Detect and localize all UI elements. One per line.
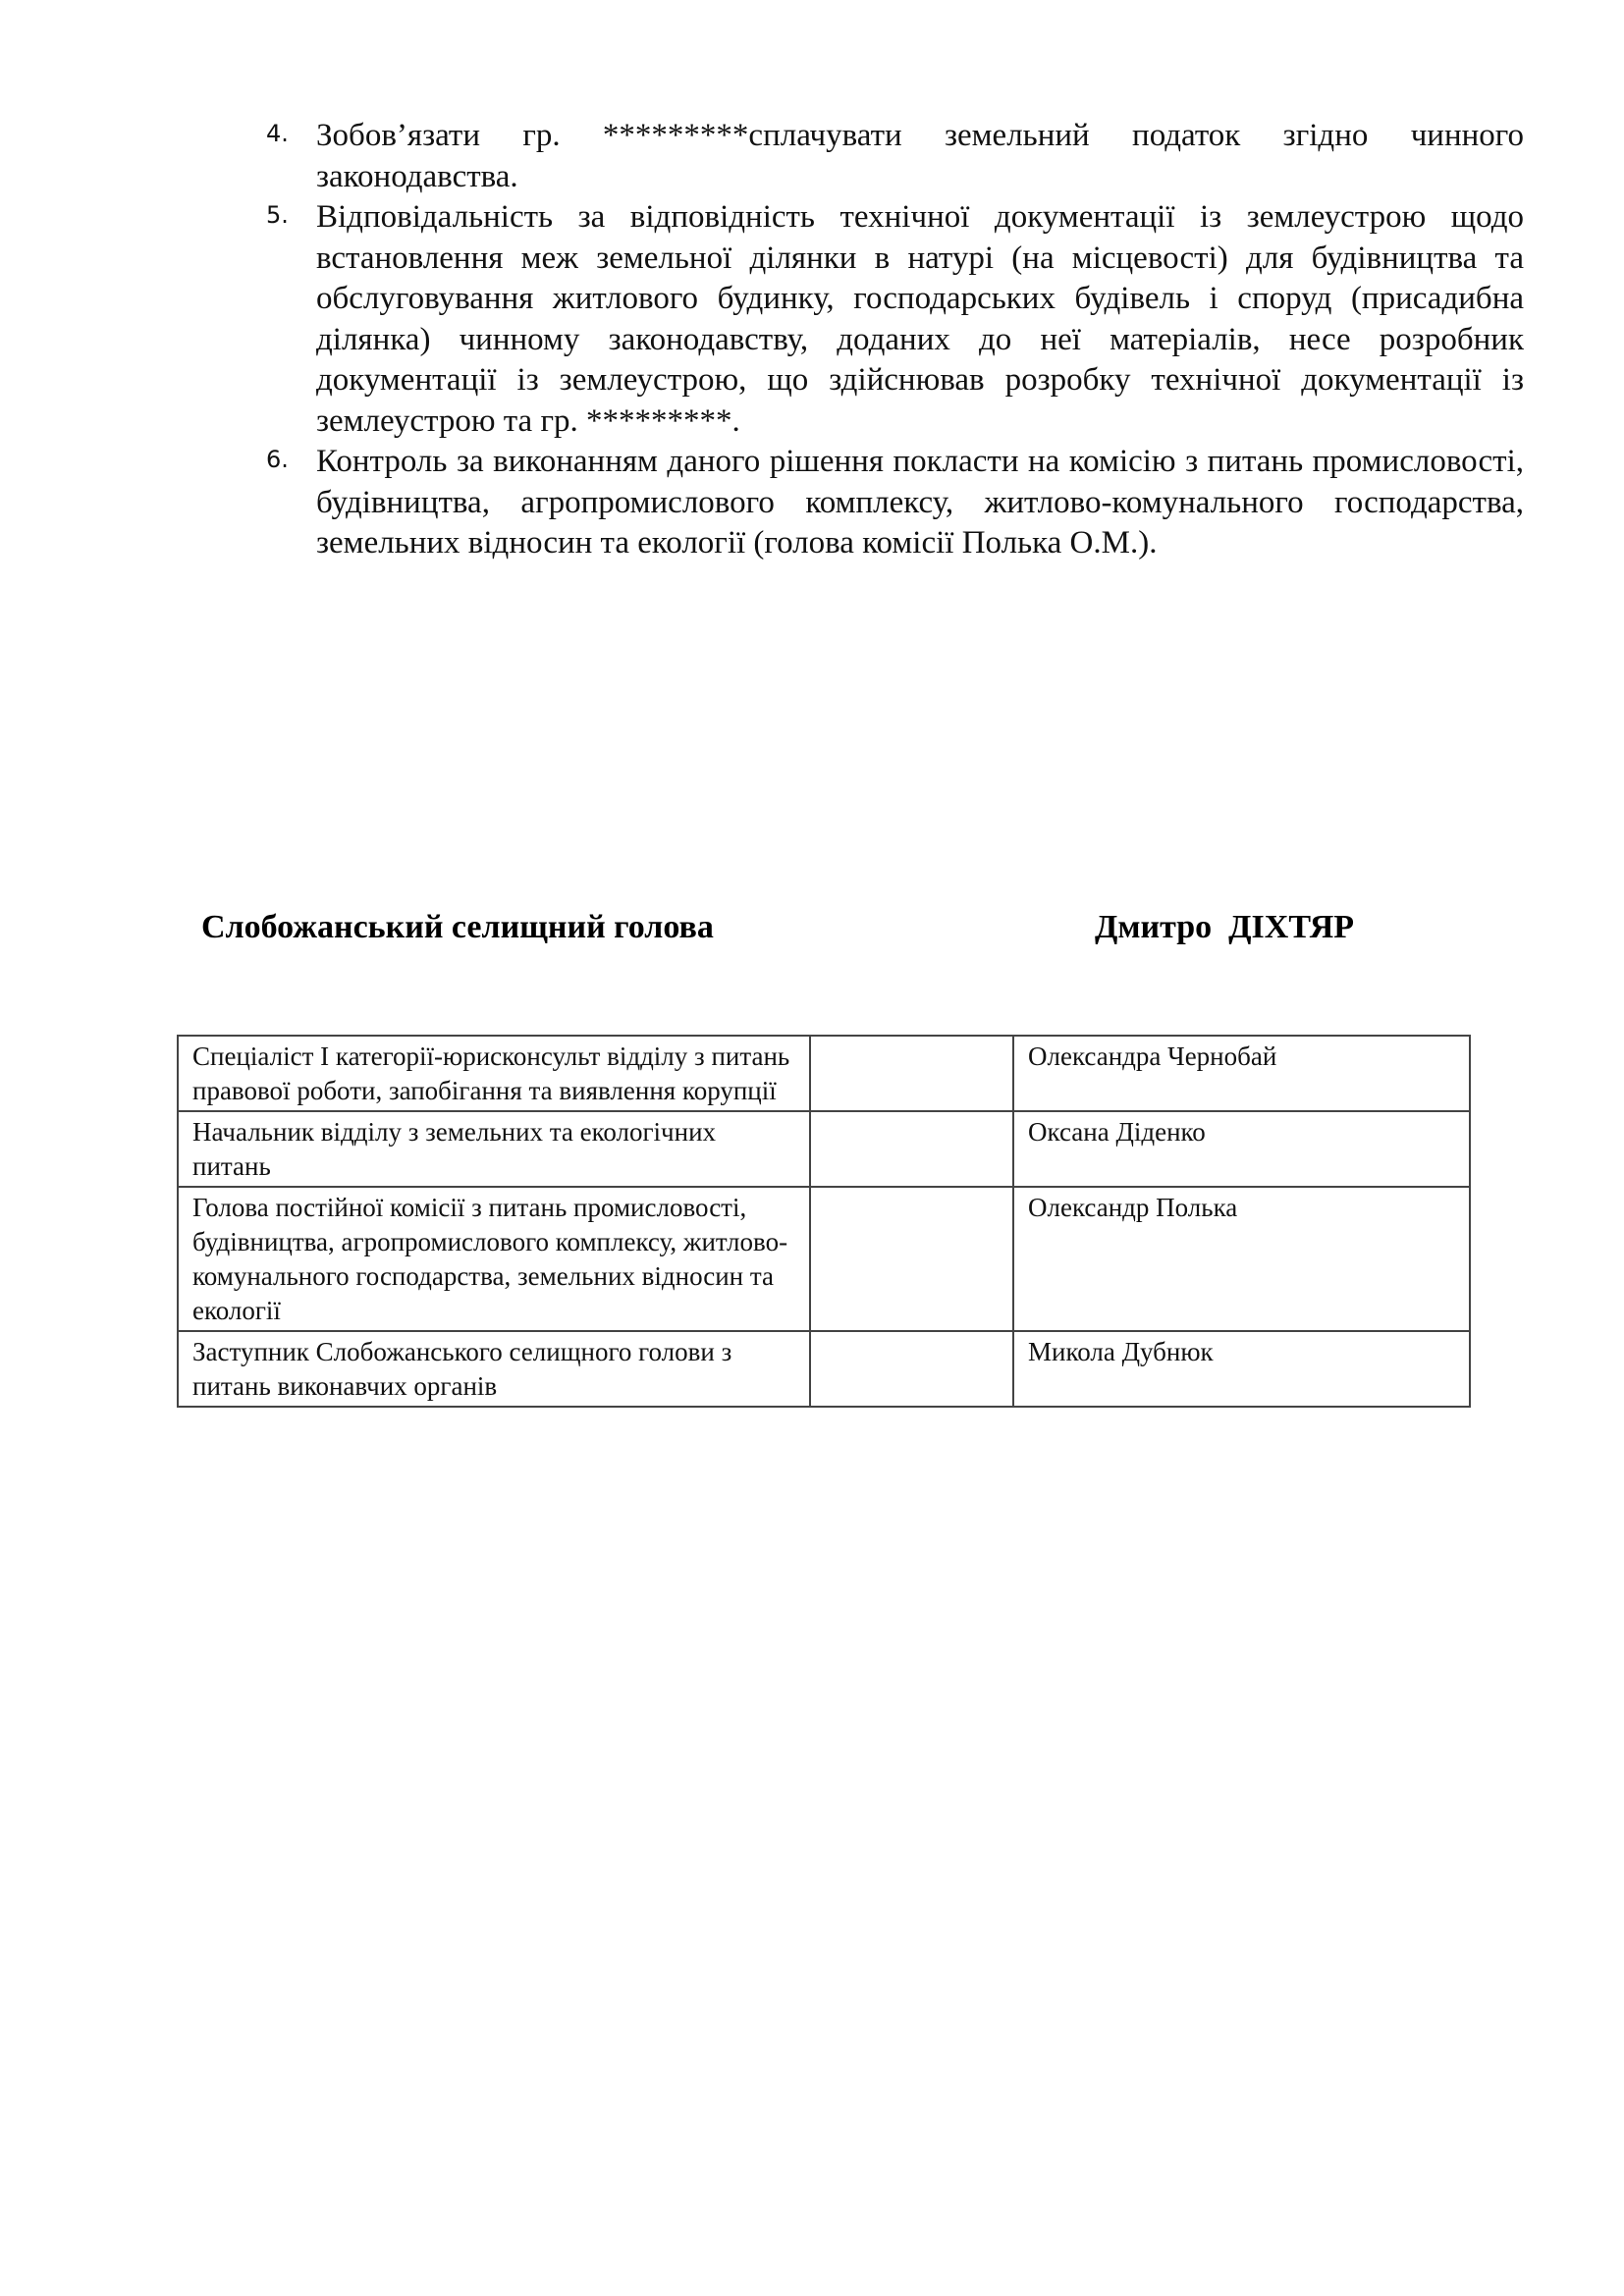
list-item-text: Зобов’язати гр. *********сплачувати земельний податок згідно чинного законодавства. (316, 118, 1524, 194)
approver-name: Микола Дубнюк (1013, 1331, 1470, 1407)
approver-position: Заступник Слобожанського селищного голови з питань виконавчих органів (178, 1331, 810, 1407)
approver-signature-cell (810, 1036, 1013, 1111)
signature-block (0, 909, 1624, 958)
approver-signature-cell (810, 1331, 1013, 1407)
approver-signature-cell (810, 1187, 1013, 1331)
list-item-text: Контроль за виконанням даного рішення покласти на комісію з питань промисловості, будівництва, агропромислового комплексу, житлово-комунального господарства, земельних відносин та екології (голова комісії Полька О.М.). (316, 444, 1524, 561)
table-row (178, 1187, 1470, 1331)
approver-name: Олександра Чернобай (1013, 1036, 1470, 1111)
approver-position: Голова постійної комісії з питань промисловості, будівництва, агропромислового комплексу, житлово-комунального господарства, земельних відносин та екології (178, 1187, 810, 1331)
decision-list (257, 116, 1524, 564)
table-row (178, 1331, 1470, 1407)
list-item-number: 6. (266, 446, 289, 473)
list-item (257, 197, 1524, 442)
approver-name: Олександр Полька (1013, 1187, 1470, 1331)
list-item-number: 5. (266, 201, 289, 229)
table-row (178, 1036, 1470, 1111)
signatory-title: Слобожанський селищний голова (201, 909, 714, 945)
signatory-name: Дмитро ДІХТЯР (1095, 909, 1355, 945)
approver-name: Оксана Діденко (1013, 1111, 1470, 1187)
table-row (178, 1111, 1470, 1187)
approver-signature-cell (810, 1111, 1013, 1187)
approver-position: Начальник відділу з земельних та екологічних питань (178, 1111, 810, 1187)
approvals-table (177, 1035, 1471, 1408)
approver-position: Спеціаліст І категорії-юрисконсульт відділу з питань правової роботи, запобігання та виявлення корупції (178, 1036, 810, 1111)
list-item-number: 4. (266, 120, 289, 147)
list-item (257, 116, 1524, 197)
list-item (257, 442, 1524, 564)
list-item-text: Відповідальність за відповідність технічної документації із землеустрою щодо встановлення меж земельної ділянки в натурі (на місцевості) для будівництва та обслуговування житлового будинку, господарських будівель і споруд (присадибна ділянка) чинному законодавству, доданих до неї матеріалів, несе розробник документації із землеустрою, що здійснював розробку технічної документації із землеустрою та гр. *********. (316, 199, 1524, 439)
